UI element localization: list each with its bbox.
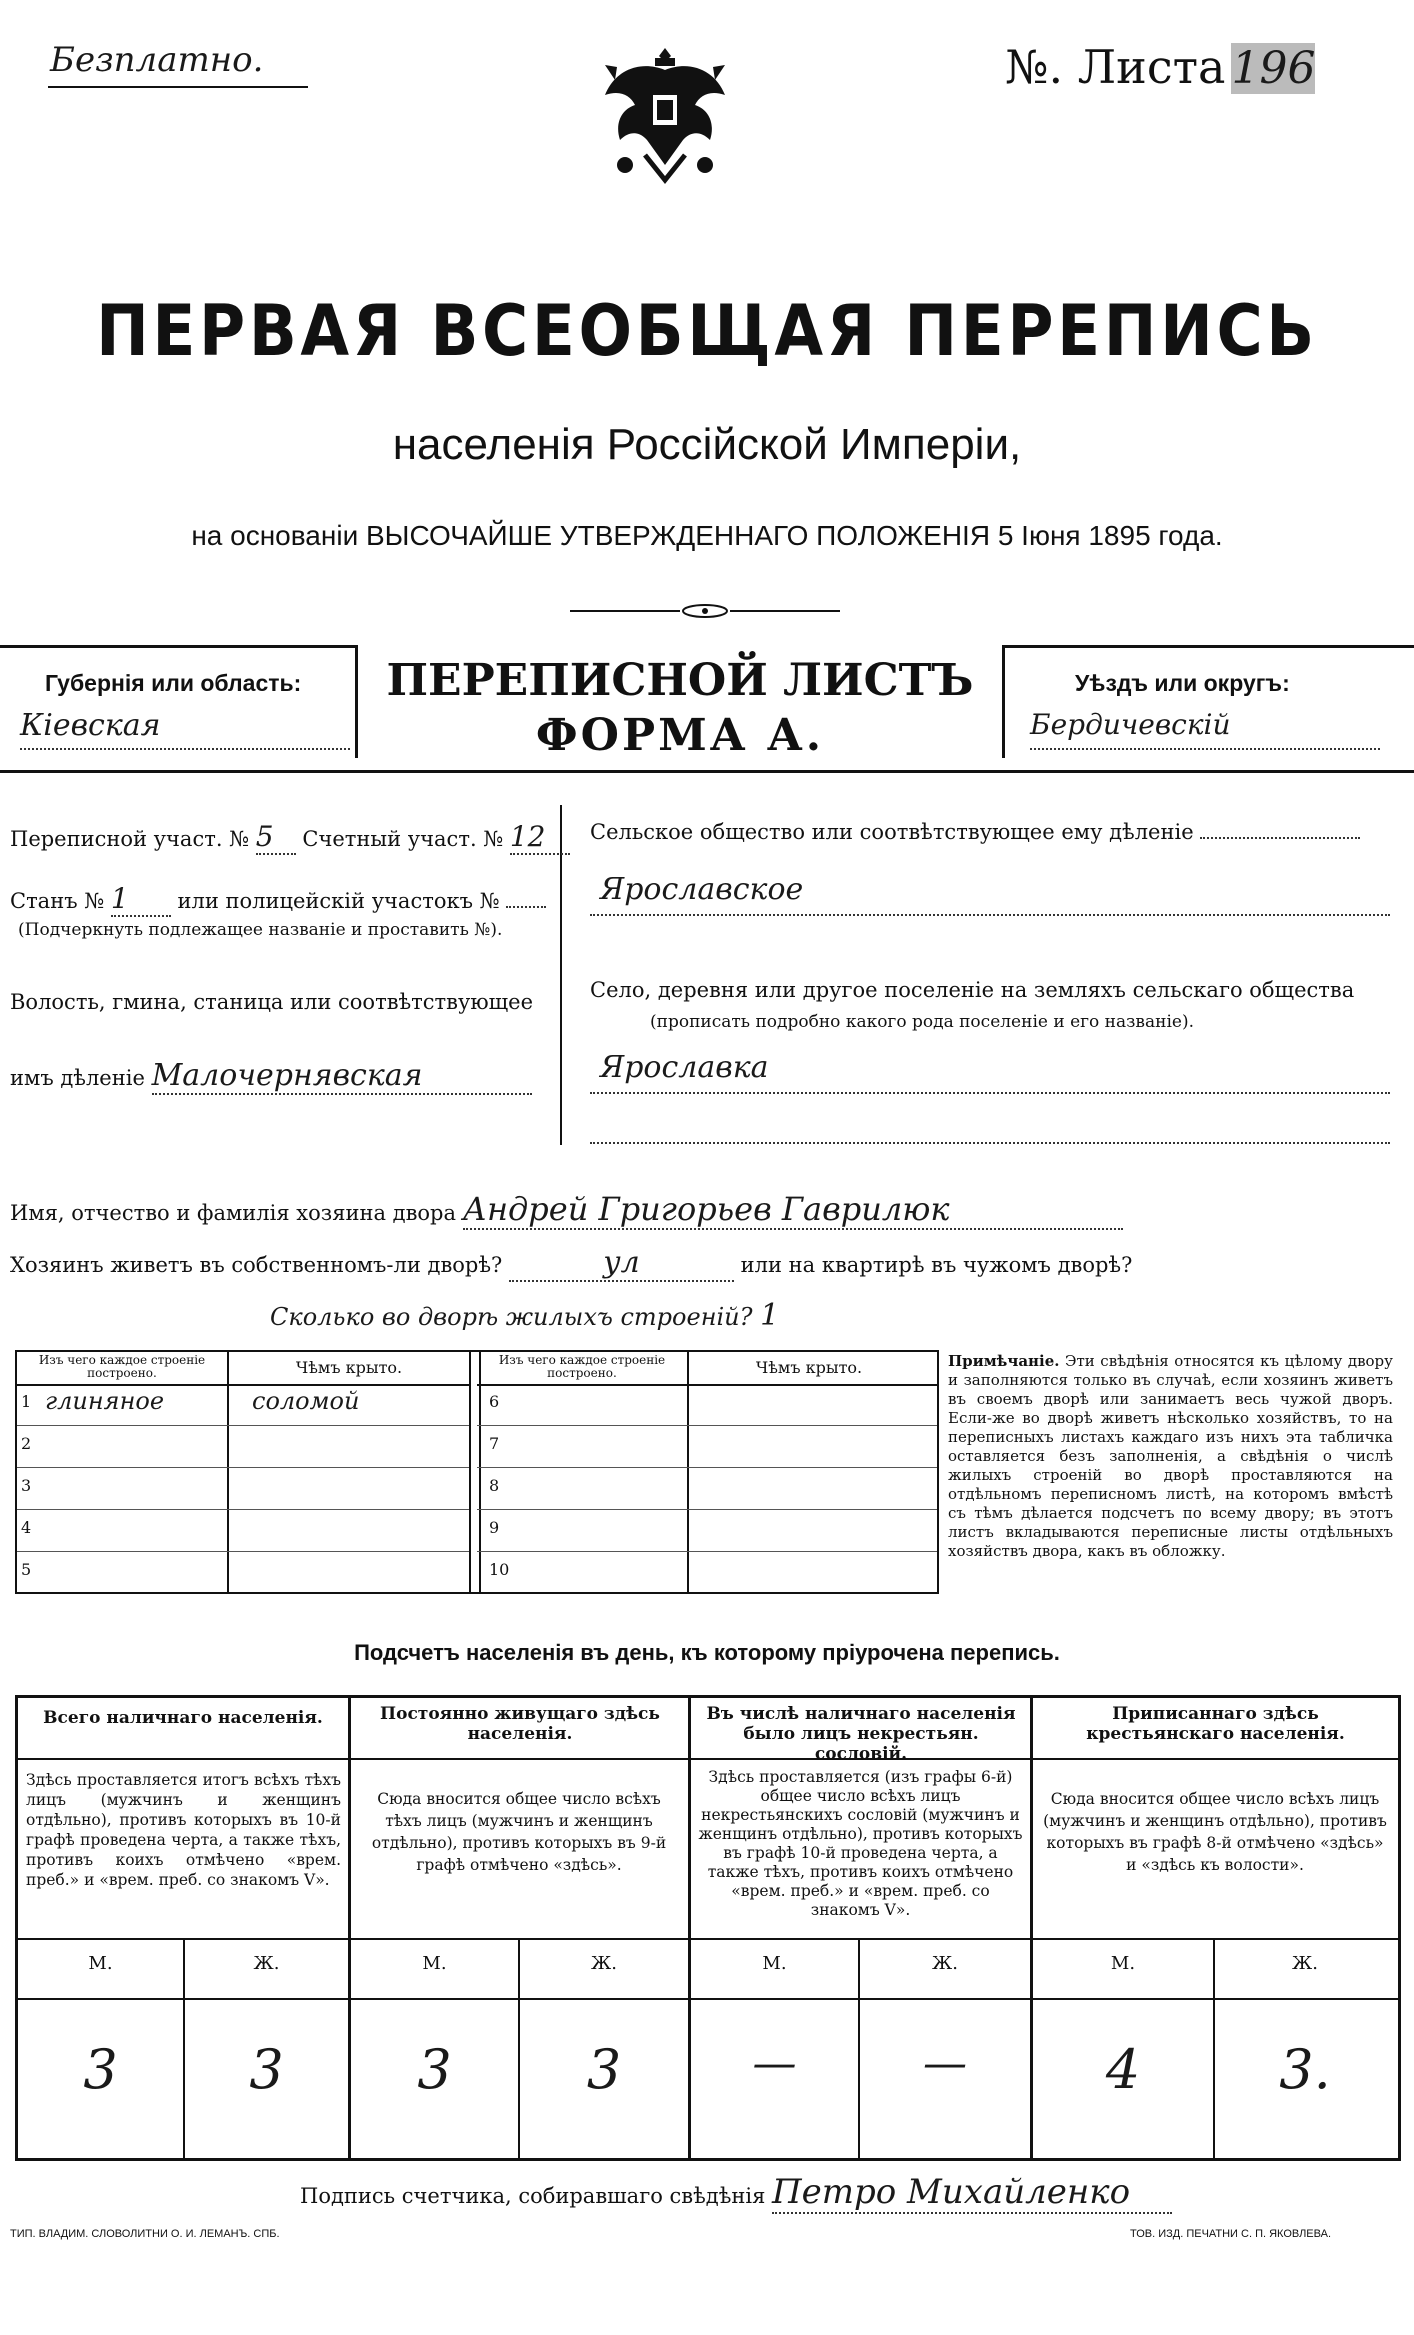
building-roof: соломой xyxy=(252,1387,360,1415)
rented-label: или на квартирѣ въ чужомъ дворѣ? xyxy=(740,1253,1133,1277)
police-label: или полицейскій участокъ № xyxy=(177,889,500,913)
own-yard-value: ул xyxy=(509,1245,734,1282)
uezd-value: Бердичевскій xyxy=(1030,708,1380,750)
pop-value: 3 xyxy=(417,2038,452,2101)
buildings-row xyxy=(270,1298,779,1333)
volost-value: Малочернявская xyxy=(152,1058,532,1095)
pop-value: 3 xyxy=(83,2038,118,2101)
form-header-divider xyxy=(0,770,1414,773)
stan-value: 1 xyxy=(111,882,171,917)
buildings-label: Сколько во дворѣ жилыхъ строеній? xyxy=(270,1303,753,1331)
uezd-box xyxy=(1002,645,1414,758)
census-area-value: 5 xyxy=(256,820,296,855)
building-material: глиняное xyxy=(45,1387,165,1415)
building-num: 10 xyxy=(489,1560,510,1579)
ornament-divider xyxy=(570,603,840,617)
pop-desc-ascribed: Сюда вносится общее число всѣхъ лицъ (мужчинъ и женщинъ отдѣльно), противъ которыхъ въ графѣ 8-й отмѣчено «здѣсь» и «здѣсь къ волости». xyxy=(1043,1790,1387,1874)
signature-label: Подпись счетчика, собиравшаго свѣдѣнія xyxy=(300,2184,766,2208)
village-extra-line xyxy=(590,1122,1390,1144)
building-row xyxy=(477,1468,937,1510)
sheet-number-label xyxy=(1005,40,1315,94)
pop-header-ascribed: Приписаннаго здѣсь крестьянскаго населенія. xyxy=(1086,1704,1345,1744)
pop-desc-noncrest: Здѣсь проставляется (изъ графы 6-й) общее число всѣхъ лицъ некрестьянскихъ сословій (мужчинъ и женщинъ отдѣльно), противъ которыхъ въ графѣ 10-й проведена черта, а также тѣхъ, противъ коихъ отмѣчено «врем. преб.» и «врем. преб. со знакомъ V». xyxy=(698,1768,1023,1919)
footer-right: ТОВ. ИЗД. ПЕЧАТНИ С. П. ЯКОВЛЕВА. xyxy=(1130,2228,1332,2240)
society-value: Ярославское xyxy=(590,872,1390,916)
building-row xyxy=(17,1510,469,1552)
owner-value: Андрей Григорьев Гаврилюк xyxy=(463,1190,1123,1230)
uezd-label: Уѣздъ или округъ: xyxy=(1075,670,1290,696)
building-row xyxy=(477,1384,937,1426)
note-title: Примѣчаніе. xyxy=(948,1352,1060,1370)
col-material-left: Изъ чего каждое строеніе построено. xyxy=(38,1353,206,1380)
pop-value: — xyxy=(752,2038,797,2089)
building-num: 9 xyxy=(489,1518,500,1537)
col-roof-right: Чѣмъ крыто. xyxy=(755,1358,863,1377)
building-row xyxy=(17,1426,469,1468)
pop-header-permanent: Постоянно живущаго здѣсь населенія. xyxy=(380,1704,660,1744)
imperial-eagle-emblem xyxy=(585,40,745,190)
stan-note: (Подчеркнуть подлежащее названіе и проставить №). xyxy=(18,920,503,940)
owner-row xyxy=(10,1190,1123,1230)
pop-value: — xyxy=(923,2038,967,2089)
note-block xyxy=(948,1352,1393,1561)
gubernia-box xyxy=(0,645,358,758)
population-table xyxy=(15,1695,1401,2161)
sex-label: Ж. xyxy=(932,1953,958,1974)
buildings-rows-left xyxy=(17,1384,469,1593)
sheet-no-label: №. Листа xyxy=(1005,40,1226,94)
buildings-table-right xyxy=(477,1352,937,1592)
society-row xyxy=(590,820,1390,844)
owner-label: Имя, отчество и фамилія хозяина двора xyxy=(10,1201,457,1225)
col-roof-left: Чѣмъ крыто. xyxy=(295,1358,403,1377)
pop-value: 3. xyxy=(1279,2038,1331,2101)
pop-header-noncrest: Въ числѣ наличнаго населенія было лицъ некрестьян. сословій. xyxy=(706,1704,1016,1764)
population-title: Подсчетъ населенія въ день, къ которому пріурочена перепись. xyxy=(354,1640,1060,1665)
building-row xyxy=(477,1552,937,1593)
sheet-no-value: 196 xyxy=(1231,43,1316,94)
building-num: 3 xyxy=(21,1476,32,1495)
building-num: 2 xyxy=(21,1434,32,1453)
page-title: ПЕРВАЯ ВСЕОБЩАЯ ПЕРЕПИСЬ xyxy=(96,290,1318,372)
census-area-row xyxy=(10,820,546,855)
basis-text: на основаніи ВЫСОЧАЙШЕ УТВЕРЖДЕННАГО ПОЛОЖЕНІЯ 5 Іюня 1895 года. xyxy=(191,520,1223,551)
count-area-label: Счетный участ. № xyxy=(302,827,504,851)
building-row xyxy=(17,1468,469,1510)
col-material-right: Изъ чего каждое строеніе построено. xyxy=(498,1353,666,1380)
buildings-table xyxy=(15,1350,939,1594)
free-underline xyxy=(48,86,308,88)
pop-header-total: Всего наличнаго населенія. xyxy=(43,1708,323,1728)
building-num: 1 xyxy=(21,1392,32,1411)
pop-value: 4 xyxy=(1105,2038,1141,2101)
buildings-table-left xyxy=(17,1352,469,1592)
stan-label: Станъ № xyxy=(10,889,105,913)
census-area-label: Переписной участ. № xyxy=(10,827,250,851)
building-num: 4 xyxy=(21,1518,32,1537)
footer-left: ТИП. ВЛАДИМ. СЛОВОЛИТНИ О. И. ЛЕМАНЪ. СПБ. xyxy=(10,2228,280,2240)
fields-column-divider xyxy=(560,805,562,1145)
building-num: 5 xyxy=(21,1560,32,1579)
volost-label-2: имъ дѣленіе xyxy=(10,1066,145,1090)
free-label: Безплатно. xyxy=(50,40,264,80)
pop-desc-permanent: Сюда вносится общее число всѣхъ тѣхъ лицъ (мужчинъ и женщинъ отдѣльно), противъ которыхъ въ 9-й графѣ отмѣчено «здѣсь». xyxy=(371,1790,667,1874)
sex-label: М. xyxy=(762,1953,787,1974)
society-label: Сельское общество или соотвѣтствующее ему дѣленіе xyxy=(590,820,1194,844)
village-value: Ярославка xyxy=(590,1050,1390,1094)
own-yard-row xyxy=(10,1245,1139,1282)
own-yard-label: Хозяинъ живетъ въ собственномъ-ли дворѣ? xyxy=(10,1253,503,1277)
pop-desc-total: Здѣсь проставляется итогъ всѣхъ тѣхъ лицъ (мужчинъ и женщинъ отдѣльно), противъ которыхъ въ 10-й графѣ проведена черта, а также тѣхъ, противъ коихъ отмѣчено «врем. преб.» и «врем. преб. со знакомъ V». xyxy=(26,1771,341,1889)
building-row xyxy=(17,1552,469,1593)
pop-value: 3 xyxy=(249,2038,284,2101)
volost-label: Волость, гмина, станица или соотвѣтствующее xyxy=(10,990,534,1014)
building-num: 6 xyxy=(489,1392,500,1411)
sex-label: Ж. xyxy=(1292,1953,1318,1974)
note-text: Эти свѣдѣнія относятся къ цѣлому двору и заполняются только въ случаѣ, если хозяинъ живетъ въ своемъ дворѣ или занимаетъ весь чужой дворъ. Если-же во дворѣ живетъ нѣсколько хозяйствъ, то на переписныхъ листахъ каждаго изъ нихъ эта табличка оставляется безъ заполненія, а свѣдѣнія о числѣ жилыхъ строеній во дворѣ проставляются на отдѣльномъ переписномъ листѣ, на которомъ вмѣстѣ съ тѣмъ дѣлается подсчетъ по всему двору; въ этотъ листъ вкладываются переписные листы отдѣльныхъ хозяйствъ двора, какъ въ обложку. xyxy=(948,1352,1393,1560)
sex-label: М. xyxy=(422,1953,447,1974)
sex-label: М. xyxy=(1110,1953,1136,1974)
pop-value: 3 xyxy=(586,2038,622,2101)
sex-label: Ж. xyxy=(591,1953,617,1974)
gubernia-label: Губернія или область: xyxy=(45,670,302,696)
gubernia-value: Кіевская xyxy=(20,708,350,750)
village-label: Село, деревня или другое поселеніе на земляхъ сельскаго общества xyxy=(590,978,1355,1002)
signature-row xyxy=(300,2172,1172,2214)
sex-label: Ж. xyxy=(253,1953,280,1974)
building-num: 8 xyxy=(489,1476,500,1495)
village-note: (прописать подробно какого рода поселеніе и его названіе). xyxy=(650,1012,1194,1032)
building-row xyxy=(477,1510,937,1552)
building-row xyxy=(477,1426,937,1468)
building-num: 7 xyxy=(489,1434,500,1453)
sex-label: М. xyxy=(88,1953,113,1974)
signature-value: Петро Михайленко xyxy=(772,2172,1172,2214)
buildings-rows-right xyxy=(477,1384,937,1593)
volost-row xyxy=(10,1058,532,1095)
page-subtitle: населенія Россійской Имперіи, xyxy=(392,420,1022,469)
building-row xyxy=(17,1384,469,1426)
buildings-value: 1 xyxy=(760,1298,780,1333)
form-subtitle: ФОРМА А. xyxy=(535,710,825,761)
count-area-value: 12 xyxy=(510,820,570,855)
stan-row xyxy=(10,882,540,917)
form-title: ПЕРЕПИСНОЙ ЛИСТЪ xyxy=(386,655,974,706)
